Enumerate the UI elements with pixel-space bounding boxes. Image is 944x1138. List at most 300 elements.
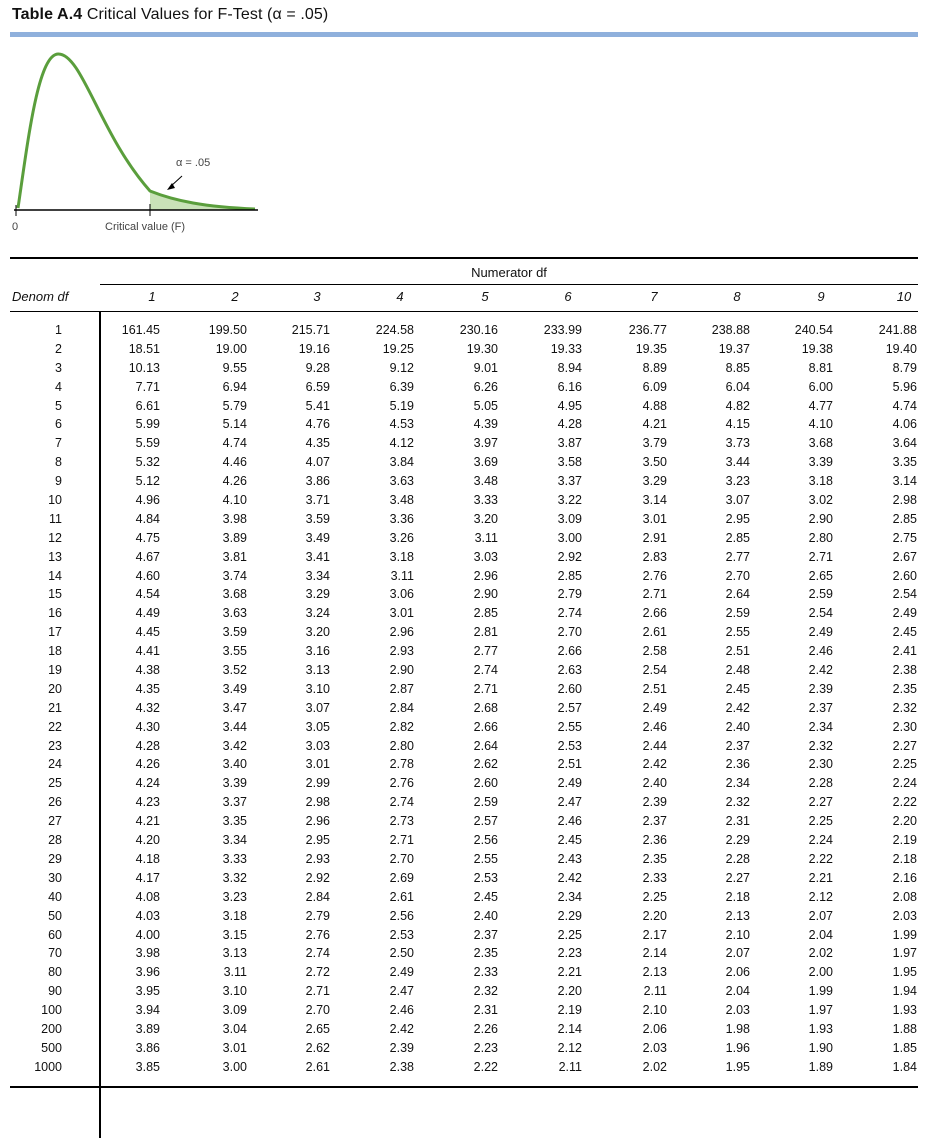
- critical-value-cell: 2.32: [808, 738, 833, 753]
- critical-value-cell: 2.79: [305, 908, 330, 923]
- critical-value-cell: 2.71: [473, 681, 498, 696]
- critical-value-cell: 2.21: [808, 870, 833, 885]
- critical-value-cell: 2.40: [642, 776, 667, 791]
- critical-value-cell: 2.23: [473, 1040, 498, 1055]
- critical-value-cell: 2.46: [389, 1003, 414, 1018]
- column-header: 2: [231, 289, 239, 304]
- denom-df-cell: 1000: [34, 1059, 62, 1074]
- critical-value-cell: 6.94: [222, 379, 247, 394]
- denom-df-cell: 26: [48, 795, 62, 810]
- critical-value-cell: 2.38: [892, 663, 917, 678]
- critical-value-cell: 2.27: [725, 870, 750, 885]
- critical-value-cell: 7.71: [135, 379, 160, 394]
- critical-value-cell: 3.34: [305, 568, 330, 583]
- critical-value-cell: 19.16: [298, 341, 330, 356]
- critical-value-cell: 3.34: [222, 833, 247, 848]
- critical-value-cell: 2.39: [642, 795, 667, 810]
- denom-df-cell: 10: [48, 493, 62, 508]
- critical-value-cell: 2.96: [305, 814, 330, 829]
- table-row: [10, 321, 918, 340]
- critical-value-cell: 1.95: [892, 965, 917, 980]
- title-rule: [10, 32, 918, 37]
- critical-value-cell: 4.84: [135, 511, 160, 526]
- denom-df-cell: 40: [48, 889, 62, 904]
- critical-value-cell: 3.29: [305, 587, 330, 602]
- critical-value-cell: 1.90: [808, 1040, 833, 1055]
- table-row: [10, 944, 918, 963]
- critical-value-cell: 2.10: [642, 1003, 667, 1018]
- critical-value-cell: 6.59: [305, 379, 330, 394]
- denom-df-cell: 5: [55, 398, 62, 413]
- table-title-text: Critical Values for F-Test (α = .05): [86, 6, 329, 23]
- critical-value-cell: 2.95: [305, 833, 330, 848]
- critical-value-cell: 2.49: [642, 700, 667, 715]
- critical-value-cell: 3.63: [222, 606, 247, 621]
- f-distribution-figure: [0, 40, 270, 245]
- critical-value-cell: 2.23: [557, 946, 582, 961]
- table-row: [10, 510, 918, 529]
- table-row: [10, 1039, 918, 1058]
- critical-value-cell: 1.96: [725, 1040, 750, 1055]
- critical-value-cell: 3.24: [305, 606, 330, 621]
- critical-value-cell: 2.40: [725, 719, 750, 734]
- critical-value-cell: 3.52: [222, 663, 247, 678]
- critical-value-cell: 6.39: [389, 379, 414, 394]
- critical-value-cell: 3.33: [473, 493, 498, 508]
- critical-value-cell: 2.61: [642, 625, 667, 640]
- critical-value-cell: 2.55: [557, 719, 582, 734]
- critical-value-cell: 2.49: [808, 625, 833, 640]
- critical-value-cell: 2.70: [389, 851, 414, 866]
- critical-value-cell: 2.66: [557, 644, 582, 659]
- zero-label: 0: [12, 221, 19, 233]
- critical-value-cell: 2.51: [725, 644, 750, 659]
- critical-value-cell: 2.60: [892, 568, 917, 583]
- critical-value-cell: 2.37: [642, 814, 667, 829]
- denom-df-cell: 9: [55, 474, 62, 489]
- critical-value-cell: 1.93: [808, 1021, 833, 1036]
- critical-value-cell: 2.27: [892, 738, 917, 753]
- critical-value-cell: 2.39: [389, 1040, 414, 1055]
- critical-value-cell: 2.06: [642, 1021, 667, 1036]
- critical-value-cell: 4.00: [135, 927, 160, 942]
- critical-value-cell: 3.59: [305, 511, 330, 526]
- critical-value-cell: 2.03: [892, 908, 917, 923]
- denom-df-cell: 100: [41, 1003, 62, 1018]
- critical-value-cell: 1.99: [892, 927, 917, 942]
- critical-value-cell: 3.01: [305, 757, 330, 772]
- critical-value-cell: 6.26: [473, 379, 498, 394]
- critical-value-cell: 1.85: [892, 1040, 917, 1055]
- table-row: [10, 812, 918, 831]
- critical-value-cell: 2.04: [725, 984, 750, 999]
- critical-value-cell: 4.26: [135, 757, 160, 772]
- critical-value-cell: 4.95: [557, 398, 582, 413]
- critical-value-cell: 2.49: [557, 776, 582, 791]
- critical-value-cell: 3.04: [222, 1021, 247, 1036]
- critical-value-cell: 1.89: [808, 1059, 833, 1074]
- critical-value-cell: 2.24: [892, 776, 917, 791]
- critical-value-cell: 161.45: [121, 323, 160, 337]
- critical-value-cell: 2.71: [305, 984, 330, 999]
- critical-value-cell: 2.34: [557, 889, 582, 904]
- column-header: 7: [650, 289, 658, 304]
- critical-value-cell: 230.16: [459, 323, 498, 337]
- table-row: [10, 585, 918, 604]
- critical-value-cell: 2.54: [642, 663, 667, 678]
- critical-value-cell: 2.08: [892, 889, 917, 904]
- critical-value-cell: 240.54: [794, 323, 833, 337]
- critical-value-cell: 1.95: [725, 1059, 750, 1074]
- table-row: [10, 1020, 918, 1039]
- critical-value-cell: 3.07: [305, 700, 330, 715]
- critical-value-cell: 2.42: [642, 757, 667, 772]
- denom-df-cell: 200: [41, 1021, 62, 1036]
- critical-value-cell: 2.70: [557, 625, 582, 640]
- critical-value-cell: 3.18: [808, 474, 833, 489]
- critical-value-cell: 4.28: [557, 417, 582, 432]
- critical-value-cell: 3.68: [808, 436, 833, 451]
- table-row: [10, 491, 918, 510]
- critical-value-cell: 2.03: [725, 1003, 750, 1018]
- critical-value-cell: 2.81: [473, 625, 498, 640]
- table-row: [10, 963, 918, 982]
- critical-value-cell: 3.39: [222, 776, 247, 791]
- critical-value-cell: 2.47: [389, 984, 414, 999]
- critical-value-cell: 2.45: [725, 681, 750, 696]
- critical-value-cell: 2.59: [473, 795, 498, 810]
- critical-value-cell: 2.90: [473, 587, 498, 602]
- critical-value-cell: 4.30: [135, 719, 160, 734]
- critical-value-cell: 2.93: [389, 644, 414, 659]
- critical-value-cell: 4.06: [892, 417, 917, 432]
- critical-value-cell: 4.17: [135, 870, 160, 885]
- critical-value-cell: 4.77: [808, 398, 833, 413]
- critical-value-cell: 2.95: [725, 511, 750, 526]
- table-row: [10, 1058, 918, 1077]
- critical-value-cell: 2.64: [725, 587, 750, 602]
- critical-value-cell: 2.19: [557, 1003, 582, 1018]
- denom-df-cell: 25: [48, 776, 62, 791]
- critical-value-cell: 2.37: [808, 700, 833, 715]
- critical-value-cell: 2.46: [808, 644, 833, 659]
- critical-value-cell: 2.76: [642, 568, 667, 583]
- critical-value-cell: 4.07: [305, 455, 330, 470]
- critical-value-cell: 2.06: [725, 965, 750, 980]
- table-row: [10, 548, 918, 567]
- critical-value-cell: 2.28: [808, 776, 833, 791]
- critical-value-cell: 2.74: [389, 795, 414, 810]
- critical-value-cell: 6.16: [557, 379, 582, 394]
- critical-value-cell: 4.21: [642, 417, 667, 432]
- critical-value-cell: 2.80: [389, 738, 414, 753]
- critical-value-cell: 4.49: [135, 606, 160, 621]
- critical-value-cell: 2.50: [389, 946, 414, 961]
- critical-value-cell: 3.13: [222, 946, 247, 961]
- critical-value-cell: 3.64: [892, 436, 917, 451]
- critical-value-cell: 8.89: [642, 360, 667, 375]
- critical-value-cell: 1.84: [892, 1059, 917, 1074]
- critical-value-cell: 3.73: [725, 436, 750, 451]
- critical-value-cell: 2.60: [473, 776, 498, 791]
- critical-value-cell: 3.26: [389, 530, 414, 545]
- critical-value-cell: 3.33: [222, 851, 247, 866]
- table-row: [10, 397, 918, 416]
- denom-df-cell: 20: [48, 681, 62, 696]
- table-row: [10, 567, 918, 586]
- critical-value-cell: 3.00: [557, 530, 582, 545]
- column-header: 1: [148, 289, 156, 304]
- column-header: 5: [481, 289, 489, 304]
- critical-value-cell: 2.99: [305, 776, 330, 791]
- critical-value-cell: 3.23: [725, 474, 750, 489]
- critical-value-cell: 2.19: [892, 833, 917, 848]
- critical-value-cell: 2.85: [557, 568, 582, 583]
- critical-value-cell: 2.57: [557, 700, 582, 715]
- critical-value-cell: 2.34: [725, 776, 750, 791]
- denom-df-cell: 80: [48, 965, 62, 980]
- critical-value-cell: 3.40: [222, 757, 247, 772]
- critical-value-cell: 10.13: [128, 360, 160, 375]
- critical-value-cell: 2.55: [725, 625, 750, 640]
- denom-df-cell: 7: [55, 436, 62, 451]
- critical-value-cell: 2.24: [808, 833, 833, 848]
- table-row: [10, 888, 918, 907]
- critical-value-cell: 2.37: [725, 738, 750, 753]
- critical-value-cell: 9.01: [473, 360, 498, 375]
- column-header: 9: [817, 289, 825, 304]
- critical-value-cell: 3.71: [305, 493, 330, 508]
- denom-df-cell: 8: [55, 455, 62, 470]
- critical-value-cell: 3.55: [222, 644, 247, 659]
- critical-value-cell: 3.74: [222, 568, 247, 583]
- critical-value-cell: 1.98: [725, 1021, 750, 1036]
- critical-value-cell: 2.82: [389, 719, 414, 734]
- table-row: [10, 926, 918, 945]
- critical-value-cell: 3.85: [135, 1059, 160, 1074]
- critical-value-cell: 6.61: [135, 398, 160, 413]
- table-row: [10, 378, 918, 397]
- table-row: [10, 642, 918, 661]
- critical-value-cell: 2.21: [557, 965, 582, 980]
- critical-value-cell: 3.14: [642, 493, 667, 508]
- critical-value-cell: 2.25: [557, 927, 582, 942]
- critical-value-cell: 3.49: [222, 681, 247, 696]
- critical-value-cell: 2.32: [725, 795, 750, 810]
- critical-value-cell: 2.65: [808, 568, 833, 583]
- critical-value-cell: 3.86: [135, 1040, 160, 1055]
- critical-value-cell: 5.99: [135, 417, 160, 432]
- critical-value-cell: 19.35: [635, 341, 667, 356]
- critical-value-cell: 1.88: [892, 1021, 917, 1036]
- critical-value-cell: 3.00: [222, 1059, 247, 1074]
- critical-value-cell: 2.59: [808, 587, 833, 602]
- critical-value-cell: 2.70: [305, 1003, 330, 1018]
- denom-df-cell: 19: [48, 663, 62, 678]
- critical-value-cell: 2.49: [389, 965, 414, 980]
- critical-value-cell: 4.18: [135, 851, 160, 866]
- critical-value-cell: 2.41: [892, 644, 917, 659]
- critical-value-cell: 2.61: [305, 1059, 330, 1074]
- critical-value-cell: 2.13: [642, 965, 667, 980]
- critical-value-cell: 9.12: [389, 360, 414, 375]
- critical-value-cell: 4.46: [222, 455, 247, 470]
- critical-value-cell: 3.23: [222, 889, 247, 904]
- critical-value-cell: 233.99: [543, 323, 582, 337]
- critical-value-cell: 2.63: [557, 663, 582, 678]
- table-row: [10, 718, 918, 737]
- critical-value-cell: 2.22: [892, 795, 917, 810]
- critical-value-cell: 3.94: [135, 1003, 160, 1018]
- critical-value-cell: 2.26: [473, 1021, 498, 1036]
- critical-value-cell: 2.07: [725, 946, 750, 961]
- critical-value-cell: 3.98: [222, 511, 247, 526]
- critical-value-cell: 2.53: [557, 738, 582, 753]
- critical-value-cell: 3.95: [135, 984, 160, 999]
- critical-value-cell: 2.36: [642, 833, 667, 848]
- denom-df-cell: 21: [48, 700, 62, 715]
- critical-value-cell: 3.01: [389, 606, 414, 621]
- critical-value-cell: 2.56: [473, 833, 498, 848]
- table-row: [10, 737, 918, 756]
- f-distribution-svg: [0, 40, 270, 240]
- critical-value-cell: 2.11: [643, 984, 667, 999]
- denom-df-cell: 6: [55, 417, 62, 432]
- critical-value-cell: 19.33: [550, 341, 582, 356]
- critical-value-cell: 3.39: [808, 455, 833, 470]
- denom-df-cell: 11: [49, 511, 62, 526]
- denom-df-cell: 22: [48, 719, 62, 734]
- critical-value-label: Critical value (F): [105, 221, 186, 233]
- critical-value-cell: 2.43: [557, 851, 582, 866]
- table-bottom-rule: [10, 1086, 918, 1088]
- critical-value-cell: 3.32: [222, 870, 247, 885]
- critical-value-cell: 2.61: [389, 889, 414, 904]
- critical-value-cell: 2.12: [557, 1040, 582, 1055]
- numerator-rule: [100, 284, 918, 285]
- column-header: 8: [733, 289, 741, 304]
- critical-value-cell: 2.66: [473, 719, 498, 734]
- critical-value-cell: 2.77: [473, 644, 498, 659]
- critical-value-cell: 4.53: [389, 417, 414, 432]
- critical-value-cell: 4.08: [135, 889, 160, 904]
- critical-value-cell: 3.59: [222, 625, 247, 640]
- critical-value-cell: 2.90: [389, 663, 414, 678]
- critical-value-cell: 2.55: [473, 851, 498, 866]
- table-row: [10, 1001, 918, 1020]
- denom-df-cell: 18: [48, 644, 62, 659]
- critical-value-cell: 1.97: [892, 946, 917, 961]
- denom-df-cell: 50: [48, 908, 62, 923]
- critical-value-cell: 2.32: [892, 700, 917, 715]
- critical-value-cell: 2.75: [892, 530, 917, 545]
- critical-value-cell: 3.37: [557, 474, 582, 489]
- column-header-row: [10, 289, 918, 309]
- critical-value-cell: 2.16: [892, 870, 917, 885]
- critical-value-cell: 2.34: [808, 719, 833, 734]
- critical-value-cell: 3.84: [389, 455, 414, 470]
- critical-value-cell: 6.04: [725, 379, 750, 394]
- critical-value-cell: 2.02: [642, 1059, 667, 1074]
- column-header: 6: [564, 289, 572, 304]
- denom-df-cell: 12: [48, 530, 62, 545]
- critical-value-cell: 2.29: [725, 833, 750, 848]
- table-row: [10, 340, 918, 359]
- critical-value-cell: 3.37: [222, 795, 247, 810]
- critical-value-cell: 2.31: [473, 1003, 498, 1018]
- critical-value-cell: 2.35: [642, 851, 667, 866]
- critical-value-cell: 2.42: [725, 700, 750, 715]
- critical-value-cell: 3.10: [305, 681, 330, 696]
- critical-value-cell: 2.42: [389, 1021, 414, 1036]
- critical-value-cell: 2.46: [642, 719, 667, 734]
- critical-value-cell: 2.51: [557, 757, 582, 772]
- column-header: 3: [313, 289, 321, 304]
- critical-value-cell: 2.67: [892, 549, 917, 564]
- critical-value-cell: 3.20: [305, 625, 330, 640]
- critical-value-cell: 2.64: [473, 738, 498, 753]
- critical-value-cell: 2.53: [473, 870, 498, 885]
- critical-value-cell: 3.09: [222, 1003, 247, 1018]
- critical-value-cell: 2.60: [557, 681, 582, 696]
- critical-value-cell: 3.01: [642, 511, 667, 526]
- denom-df-cell: 2: [55, 341, 62, 356]
- table-row: [10, 869, 918, 888]
- table-row: [10, 831, 918, 850]
- critical-value-cell: 4.21: [135, 814, 160, 829]
- critical-value-cell: 2.11: [558, 1059, 582, 1074]
- column-header: 4: [396, 289, 404, 304]
- critical-value-cell: 5.19: [389, 398, 414, 413]
- critical-value-cell: 3.16: [305, 644, 330, 659]
- critical-value-cell: 2.18: [892, 851, 917, 866]
- critical-value-cell: 3.48: [389, 493, 414, 508]
- critical-value-cell: 2.62: [305, 1040, 330, 1055]
- critical-value-cell: 4.39: [473, 417, 498, 432]
- critical-value-cell: 2.45: [473, 889, 498, 904]
- critical-value-cell: 3.14: [892, 474, 917, 489]
- critical-value-cell: 4.67: [135, 549, 160, 564]
- denom-df-cell: 14: [48, 568, 62, 583]
- critical-value-cell: 3.36: [389, 511, 414, 526]
- critical-value-cell: 2.83: [642, 549, 667, 564]
- critical-value-cell: 19.38: [801, 341, 833, 356]
- critical-value-cell: 9.55: [222, 360, 247, 375]
- critical-value-cell: 2.27: [808, 795, 833, 810]
- critical-value-cell: 4.10: [808, 417, 833, 432]
- critical-value-cell: 18.51: [128, 341, 160, 356]
- critical-value-cell: 3.96: [135, 965, 160, 980]
- critical-value-cell: 2.79: [557, 587, 582, 602]
- denom-df-cell: 60: [48, 927, 62, 942]
- critical-value-cell: 4.24: [135, 776, 160, 791]
- critical-value-cell: 19.37: [718, 341, 750, 356]
- critical-value-cell: 2.25: [892, 757, 917, 772]
- critical-value-cell: 2.71: [389, 833, 414, 848]
- critical-value-cell: 2.04: [808, 927, 833, 942]
- critical-value-cell: 4.38: [135, 663, 160, 678]
- critical-value-cell: 8.81: [808, 360, 833, 375]
- critical-value-cell: 3.41: [305, 549, 330, 564]
- critical-value-cell: 2.76: [305, 927, 330, 942]
- critical-value-cell: 8.94: [557, 360, 582, 375]
- critical-value-cell: 3.03: [473, 549, 498, 564]
- critical-value-cell: 4.82: [725, 398, 750, 413]
- critical-value-cell: 3.97: [473, 436, 498, 451]
- table-row: [10, 623, 918, 642]
- critical-value-cell: 2.07: [808, 908, 833, 923]
- critical-value-cell: 6.09: [642, 379, 667, 394]
